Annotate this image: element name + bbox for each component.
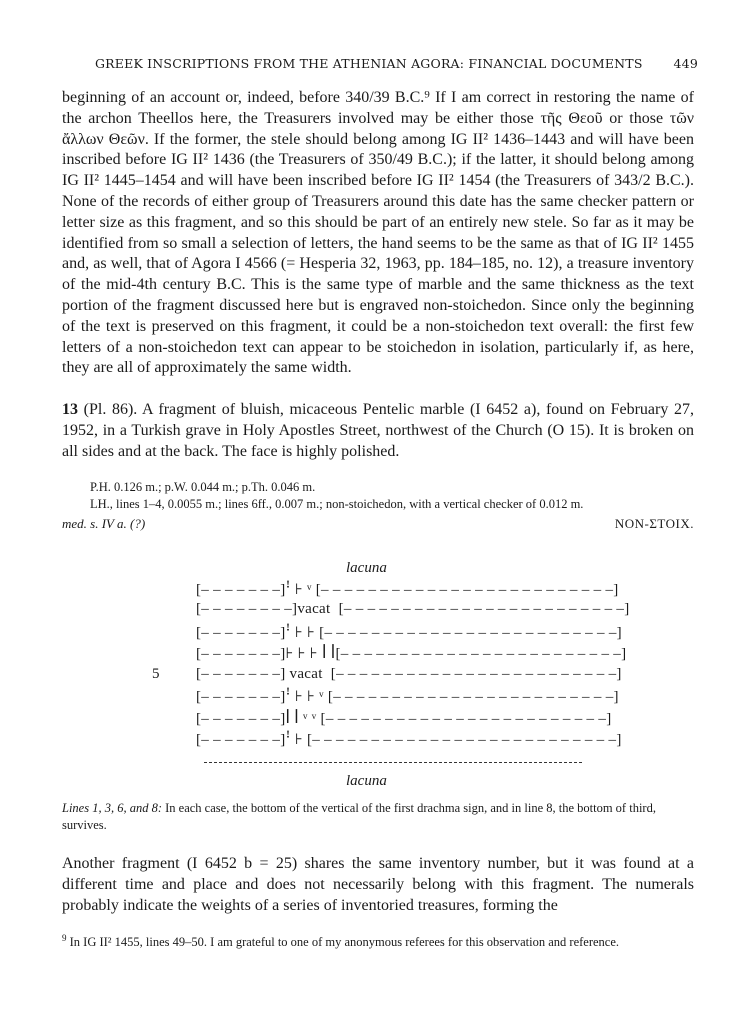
inscription-line: [– – – – – – –]⊦ ⊦ ⊦ ꟾ ꟾ[– – – – – – – – – – – – – – – – – – – – – – – –] (196, 646, 627, 662)
page-number: 449 (673, 56, 698, 71)
inscription-line: [– – – – – – – –]vacat [– – – – – – – – – – – – – – – – – – – – – – – –] (196, 601, 630, 617)
paragraph-3: Another fragment (I 6452 b = 25) shares the same inventory number, but it was found at a different time and place and does not necessarily belong with this fragment. The numerals probably indicate the weights of a series of inventoried treasures, forming the (62, 855, 694, 914)
footnote-text: In IG II² 1455, lines 49–50. I am grateful to one of my anonymous referees for this observation and reference. (69, 935, 620, 950)
entry-description: (Pl. 86). A fragment of bluish, micaceous Pentelic marble (I 6452 a), found on February 27, 1952, in a Turkish grave in Holy Apostles Street, northwest of the Church (O 15). It is broken on all sides and at the back. The face is highly polished. (62, 401, 694, 460)
line-number: 5 (152, 666, 160, 682)
inscription-line: [– – – – – – –]ꟾ ꟾ ᵛ ᵛ [– – – – – – – – – – – – – – – – – – – – – – – –] (196, 711, 612, 727)
letter-heights: LH., lines 1–4, 0.0055 m.; lines 6ff., 0.007 m.; non-stoichedon, with a vertical checker of 0.012 m. (90, 497, 584, 511)
header-title: GREEK INSCRIPTIONS FROM THE ATHENIAN AGORA: FINANCIAL DOCUMENTS (95, 56, 643, 71)
measurements: P.H. 0.126 m.; p.W. 0.044 m.; p.Th. 0.046 m. (90, 480, 316, 494)
lacuna-top: lacuna (346, 560, 387, 576)
inscription-line: [– – – – – – –]ꜝ ⊦ [– – – – – – – – – – – – – – – – – – – – – – – – – –] (196, 732, 622, 748)
lacuna-bottom: lacuna (346, 773, 387, 789)
note-label: Lines 1, 3, 6, and 8: (62, 801, 162, 815)
style-label: NON-ΣΤΟΙΧ. (614, 516, 694, 531)
inscription-line: [– – – – – – –] vacat [– – – – – – – – – – – – – – – – – – – – – – – –] (196, 666, 622, 682)
date-label: med. s. IV a. (?) (62, 516, 146, 531)
entry-number: 13 (62, 401, 78, 418)
paragraph-1: beginning of an account or, indeed, before 340/39 B.C.⁹ If I am correct in restoring the name of the archon Theellos here, the Treasurers involved may be either those τῆς Θεοῦ or those τῶν ἄλλων Θεῶν. If the former, the stele should belong among IG II² 1436–1443 and will have been inscribed before IG II² 1436 (the Treasurers of 350/49 B.C.); if the latter, it should belong among IG II² 1445–1454 and will have been inscribed before IG II² 1454 (the Treasurers of 343/2 B.C.). None of the records of either group of Treasurers around this date has the same checker pattern or letter size as this fragment, and so this should be part of an entirely new stele. So far as it may be identified from so small a selection of letters, the hand seems to be the same as that of IG II² 1455 and, as well, that of Agora I 4566 (= Hesperia 32, 1963, pp. 184–185, no. 12), a treasure inventory of the mid-4th century B.C. This is the same type of marble and the same thickness as the text portion of the fragment discussed here but is engraved non-stoichedon. Since only the beginning of the text is preserved on this fragment, it could be a non-stoichedon text overall: the first few letters of a non-stoichedon text can appear to be stoichedon in isolation, particularly if, as here, they are all of approximately the same width. (62, 89, 694, 377)
inscription-line: [– – – – – – –]ꜝ ⊦ ⊦ ᵛ [– – – – – – – – – – – – – – – – – – – – – – – –] (196, 689, 619, 705)
footnote-mark: 9 (62, 933, 67, 943)
entry-13 (62, 400, 694, 462)
inscription-line: [– – – – – – –]ꜝ ⊦ ⊦ [– – – – – – – – – – – – – – – – – – – – – – – – –] (196, 625, 622, 641)
inscription-line: [– – – – – – –]ꜝ ⊦ ᵛ [– – – – – – – – – – – – – – – – – – – – – – – – –] (196, 582, 619, 598)
bottom-break-rule (204, 762, 582, 763)
note-text: In each case, the bottom of the vertical of the first drachma sign, and in line 8, the bottom of third, survives. (62, 801, 656, 832)
epigraphic-note (62, 800, 694, 834)
footnote (62, 930, 694, 951)
